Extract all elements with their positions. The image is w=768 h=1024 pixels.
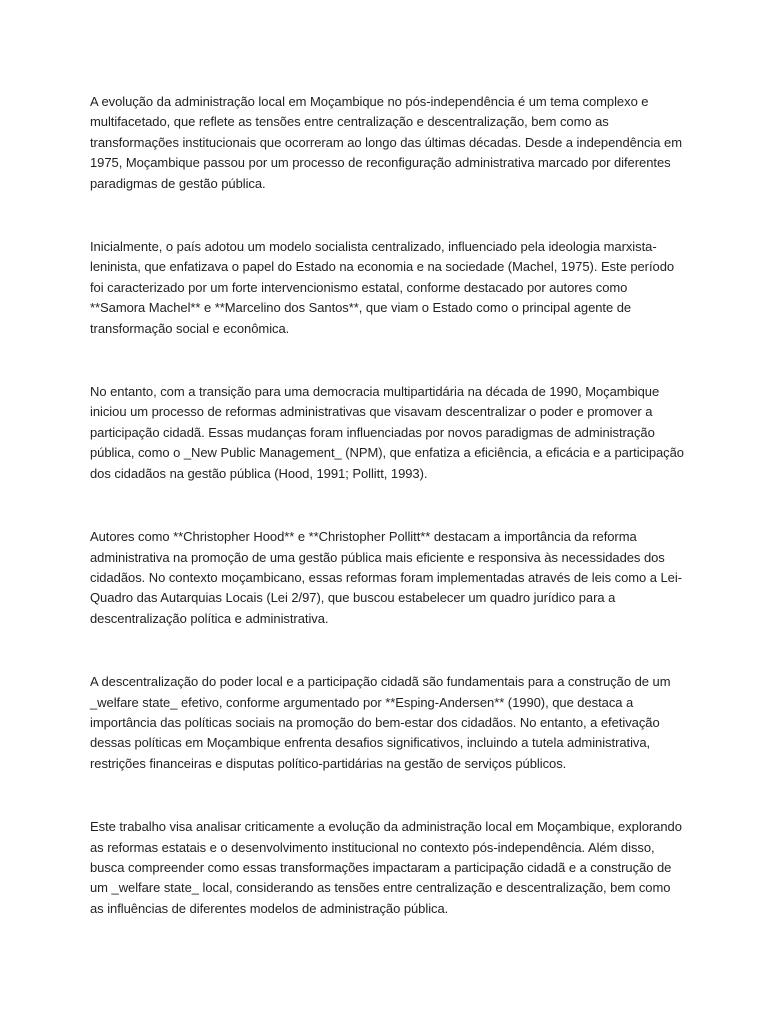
paragraph-welfare-state: A descentralização do poder local e a participação cidadã são fundamentais para a construção de um _welfare state_ efetivo, conforme argumentado por **Esping-Andersen** (1990), que destaca a importância das políticas sociais na promoção do bem-estar dos cidadãos. No entanto, a efetivação dessas políticas em Moçambique enfrenta desafios significativos, incluindo a tutela administrativa, restrições financeiras e disputas político-partidárias na gestão de serviços públicos. [90,674,671,771]
paragraph-intro: A evolução da administração local em Moçambique no pós-independência é um tema complexo e multifacetado, que reflete as tensões entre centralização e descentralização, bem como as transformações institucionais que ocorreram ao longo das últimas décadas. Desde a independência em 1975, Moçambique passou por um processo de reconfiguração administrativa marcado por diferentes paradigmas de gestão pública. [90,94,682,191]
document-body [90,92,686,919]
paragraph-democratic-transition: No entanto, com a transição para uma democracia multipartidária na década de 1990, Moçambique iniciou um processo de reformas administrativas que visavam descentralizar o poder e promover a participação cidadã. Essas mudanças foram influenciadas por novos paradigmas de administração pública, como o _New Public Management_ (NPM), que enfatiza a eficiência, a eficácia e a participação dos cidadãos na gestão pública (Hood, 1991; Pollitt, 1993). [90,384,684,481]
paragraph-objective: Este trabalho visa analisar criticamente a evolução da administração local em Moçambique, explorando as reformas estatais e o desenvolvimento institucional no contexto pós-independência. Além disso, busca compreender como essas transformações impactaram a participação cidadã e a construção de um _welfare state_ local, considerando as tensões entre centralização e descentralização, bem como as influências de diferentes modelos de administração pública. [90,819,682,916]
paragraph-reform-authors: Autores como **Christopher Hood** e **Christopher Pollitt** destacam a importância da reforma administrativa na promoção de uma gestão pública mais eficiente e responsiva às necessidades dos cidadãos. No contexto moçambicano, essas reformas foram implementadas através de leis como a Lei-Quadro das Autarquias Locais (Lei 2/97), que buscou estabelecer um quadro jurídico para a descentralização política e administrativa. [90,529,682,626]
paragraph-socialist-model: Inicialmente, o país adotou um modelo socialista centralizado, influenciado pela ideologia marxista-leninista, que enfatizava o papel do Estado na economia e na sociedade (Machel, 1975). Este período foi caracterizado por um forte intervencionismo estatal, conforme destacado por autores como **Samora Machel** e **Marcelino dos Santos**, que viam o Estado como o principal agente de transformação social e econômica. [90,239,675,336]
